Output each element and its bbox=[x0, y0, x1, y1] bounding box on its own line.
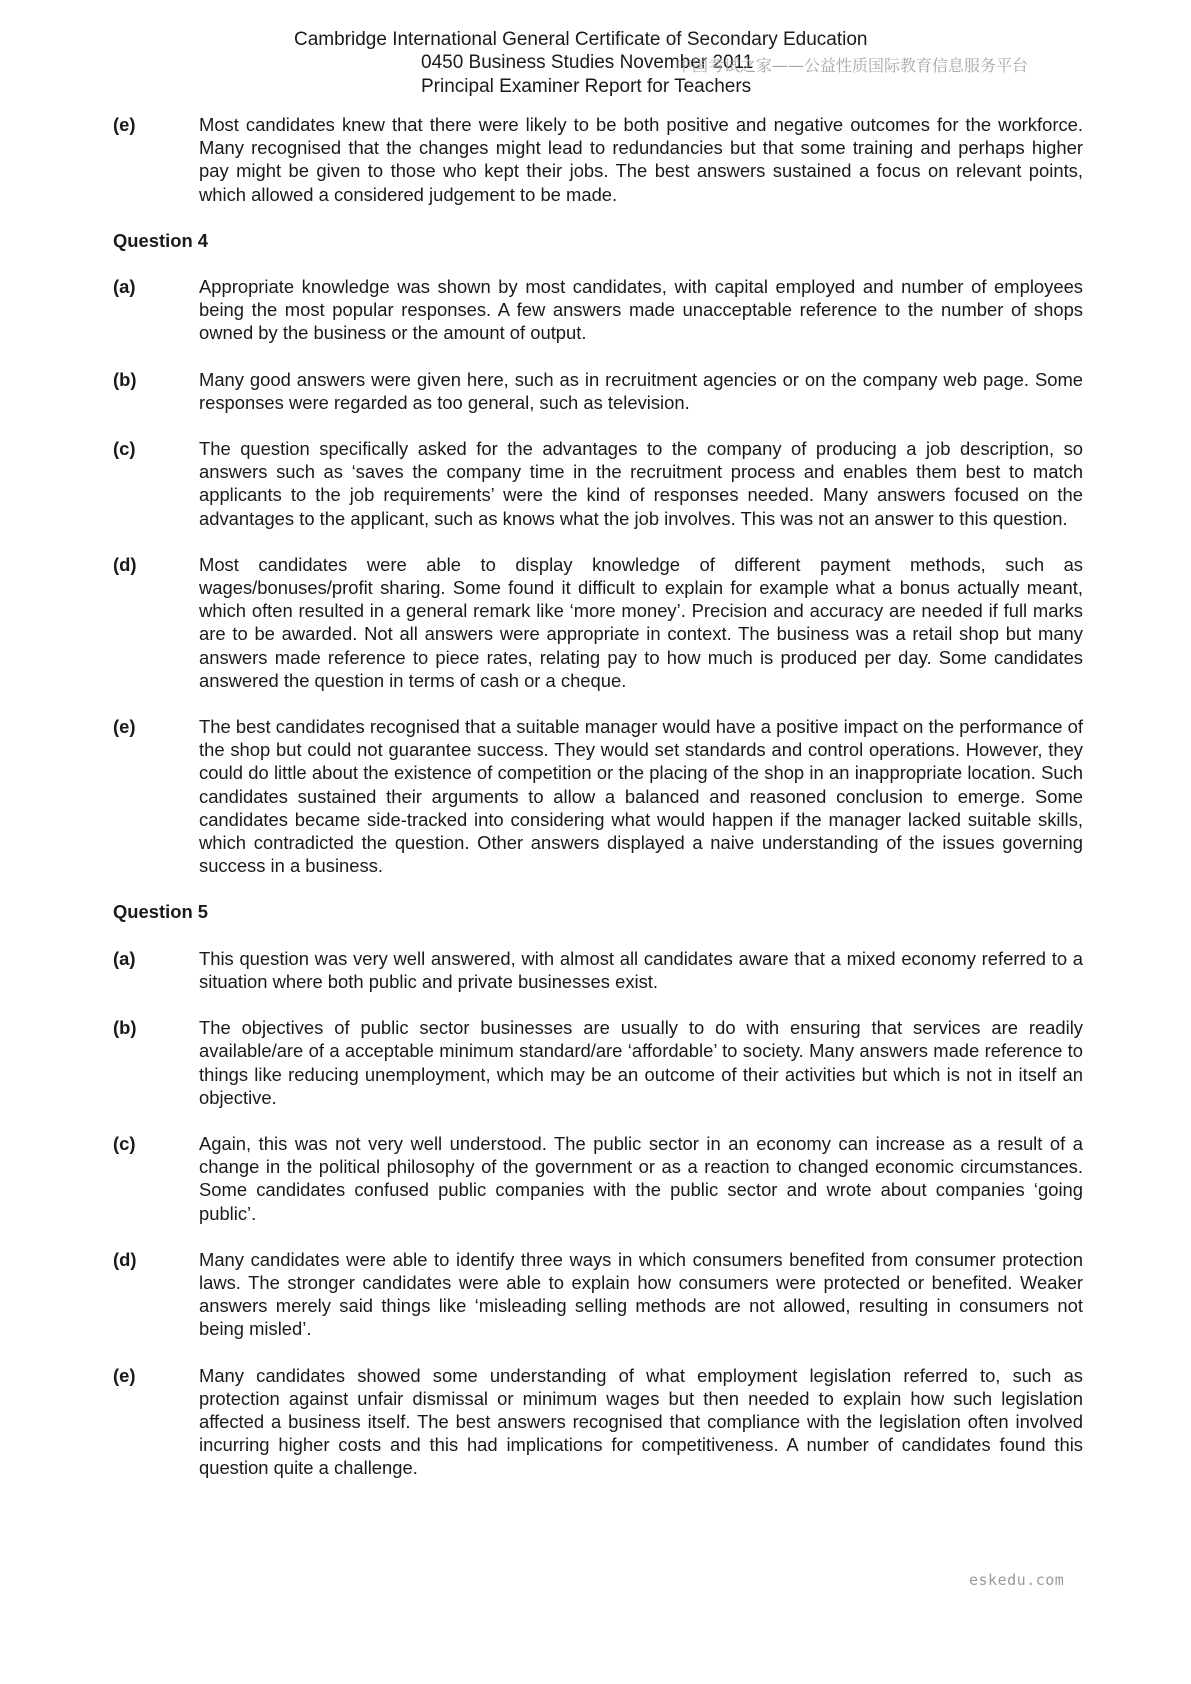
part-text: This question was very well answered, with almost all candidates aware that a mixed economy referred to a situation where both public and private businesses exist. bbox=[199, 947, 1083, 992]
part-text: Most candidates knew that there were likely to be both positive and negative outcomes for the workforce. Many recognised that the changes might lead to redundancies but that some training and perhaps higher pay might be given to those who kept their jobs. The best answers sustained a focus on relevant points, which allowed a considered judgement to be made. bbox=[199, 114, 1083, 205]
question-5-heading: Question 5 bbox=[113, 901, 209, 923]
q5-part-d bbox=[113, 1248, 1083, 1341]
q5-part-e bbox=[113, 1364, 1083, 1480]
part-label: (a) bbox=[113, 947, 136, 969]
part-label: (e) bbox=[113, 716, 136, 738]
part-label: (b) bbox=[113, 1017, 137, 1039]
q4-part-e bbox=[113, 715, 1083, 877]
part-text: The best candidates recognised that a suitable manager would have a positive impact on the performance of the shop but could not guarantee success. They would set standards and control operations. However, they could do little about the existence of competition or the placing of the shop in an inappropriate location. Such candidates sustained their arguments to allow a balanced and reasoned conclusion to emerge. Some candidates became side-tracked into considering what would happen if the manager lacked suitable skills, which contradicted the question. Other answers displayed a naive understanding of the issues governing success in a business. bbox=[199, 716, 1083, 877]
part-text: Many good answers were given here, such as in recruitment agencies or on the company web page. Some responses were regarded as too general, such as television. bbox=[199, 368, 1083, 413]
q3-part-e bbox=[113, 113, 1083, 206]
part-text: Again, this was not very well understood. The public sector in an economy can increase as a result of a change in the political philosophy of the government or as a reaction to changed economic circumstances. Some candidates confused public companies with the public sector and wrote about companies ‘going public’. bbox=[199, 1132, 1083, 1224]
footer-site: eskedu.com bbox=[969, 1571, 1065, 1589]
header-report-title: Principal Examiner Report for Teachers bbox=[421, 76, 752, 97]
q4-part-b bbox=[113, 368, 1083, 414]
part-text: Many candidates showed some understanding of what employment legislation referred to, such as protection against unfair dismissal or minimum wages but then needed to explain how such legislation affected a business itself. The best answers recognised that compliance with the legislation often involved incurring higher costs and this had implications for competitiveness. A number of candidates found this question quite a challenge. bbox=[199, 1364, 1083, 1479]
header-exam-title: Cambridge International General Certificate of Secondary Education bbox=[294, 29, 868, 50]
part-label: (a) bbox=[113, 276, 136, 298]
part-text: The question specifically asked for the advantages to the company of producing a job description, so answers such as ‘saves the company time in the recruitment process and enables them best to match applicants to the job requirements’ were the kind of responses needed. Many answers focused on the advantages to the applicant, such as knows what the job involves. This was not an answer to this question. bbox=[199, 438, 1083, 529]
part-label: (d) bbox=[113, 1248, 137, 1270]
q5-part-c bbox=[113, 1132, 1083, 1225]
part-label: (d) bbox=[113, 553, 137, 575]
header-subject: 0450 Business Studies November 2011 bbox=[421, 52, 754, 73]
q4-part-d bbox=[113, 553, 1083, 692]
part-label: (e) bbox=[113, 114, 136, 135]
report-body bbox=[113, 113, 1083, 1503]
q4-part-a bbox=[113, 275, 1083, 345]
part-text: The objectives of public sector businesses are usually to do with ensuring that services are readily available/are of a acceptable minimum standard/are ‘affordable’ to society. Many answers made reference to things like reducing unemployment, which may be an outcome of their activities but which is not in itself an objective. bbox=[199, 1017, 1083, 1108]
part-label: (b) bbox=[113, 368, 137, 390]
q5-part-a bbox=[113, 947, 1083, 993]
part-text: Appropriate knowledge was shown by most candidates, with capital employed and number of employees being the most popular responses. A few answers made unacceptable reference to the number of shops owned by the business or the amount of output. bbox=[199, 276, 1083, 344]
part-label: (c) bbox=[113, 1132, 136, 1154]
watermark-text: 中国考试之家——公益性质国际教育信息服务平台 bbox=[676, 56, 1029, 75]
part-label: (c) bbox=[113, 438, 136, 460]
q4-part-c bbox=[113, 437, 1083, 530]
part-label: (e) bbox=[113, 1364, 136, 1386]
q5-part-b bbox=[113, 1016, 1083, 1109]
part-text: Most candidates were able to display knowledge of different payment methods, such as wages/bonuses/profit sharing. Some found it difficult to explain for example what a bonus actually meant, which often resulted in a general remark like ‘more money’. Precision and accuracy are needed if full marks are to be awarded. Not all answers were appropriate in context. The business was a retail shop but many answers made reference to piece rates, relating pay to how much is produced per day. Some candidates answered the question in terms of cash or a cheque. bbox=[199, 553, 1083, 691]
question-4-heading: Question 4 bbox=[113, 229, 209, 251]
part-text: Many candidates were able to identify three ways in which consumers benefited from consumer protection laws. The stronger candidates were able to explain how consumers were protected or benefited. Weaker answers merely said things like ‘misleading selling methods are not allowed, resulting in consumers not being misled’. bbox=[199, 1248, 1083, 1340]
